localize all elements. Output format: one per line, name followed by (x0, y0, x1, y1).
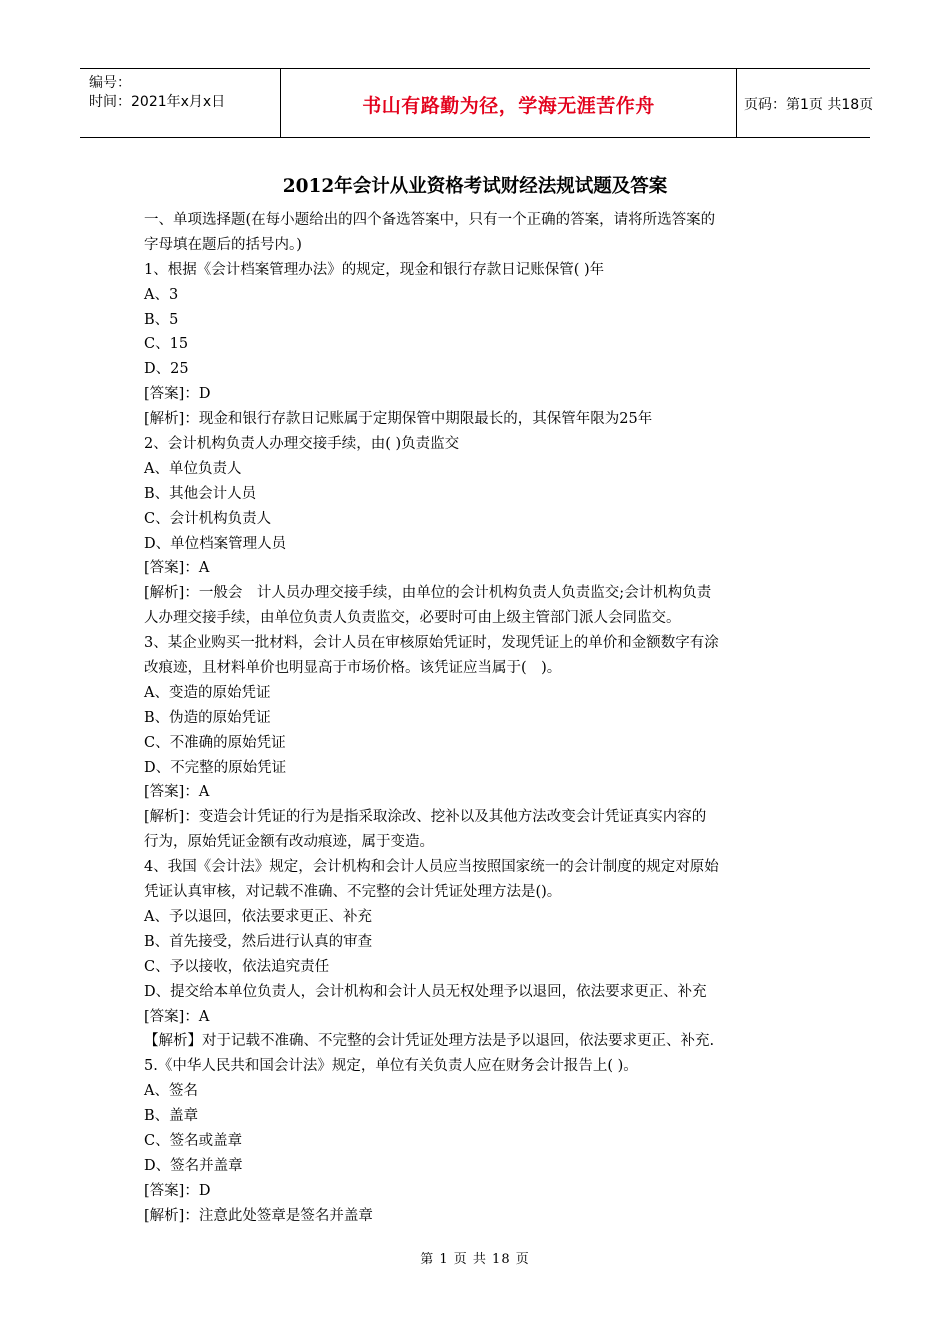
text-line: B、首先接受，然后进行认真的审查 (144, 933, 373, 950)
text-line: B、盖章 (144, 1108, 199, 1125)
document-number-label: 编号： (89, 75, 131, 91)
text-line: D、不完整的原始凭证 (144, 759, 287, 776)
text-line: B、伪造的原始凭证 (144, 709, 271, 726)
text-line: [解析]：注意此处签章是签名并盖章 (144, 1207, 373, 1224)
text-line: C、予以接收，依法追究责任 (144, 958, 330, 975)
text-line: [答案]：D (144, 1182, 211, 1199)
document-title: 2012年会计从业资格考试财经法规试题及答案 (282, 176, 668, 197)
text-line: 【解析】对于记载不准确、不完整的会计凭证处理方法是予以退回，依法要求更正、补充. (144, 1033, 715, 1050)
header-meta-cell (80, 69, 280, 137)
text-line: 人办理交接手续，由单位负责人负责监交，必要时可由上级主管部门派人会同监交。 (144, 610, 681, 627)
text-line: A、单位负责人 (144, 460, 242, 477)
text-line: 一、单项选择题(在每小题给出的四个备选答案中，只有一个正确的答案，请将所选答案的 (144, 212, 716, 228)
text-line: A、3 (144, 286, 179, 303)
text-line: C、签名或盖章 (144, 1132, 243, 1149)
text-line: 改痕迹，且材料单价也明显高于市场价格。该凭证应当属于( )。 (144, 660, 562, 677)
text-line: B、5 (144, 311, 179, 328)
text-line: A、签名 (144, 1083, 198, 1100)
text-line: B、其他会计人员 (144, 485, 257, 502)
text-line: [答案]：D (144, 386, 211, 403)
header-motto-cell (280, 69, 737, 137)
text-line: D、提交给本单位负责人，会计机构和会计人员无权处理予以退回，依法要求更正、补充 (144, 983, 707, 1000)
header-page-info: 页码：第1页 共18页 (744, 97, 874, 113)
page-header (80, 68, 874, 138)
text-line: C、15 (144, 336, 189, 353)
text-line: 字母填在题后的括号内。) (144, 236, 302, 253)
text-line: A、予以退回，依法要求更正、补充 (144, 908, 372, 925)
text-line: D、25 (144, 361, 189, 378)
document-body (144, 208, 812, 1229)
text-line: 4、我国《会计法》规定，会计机构和会计人员应当按照国家统一的会计制度的规定对原始 (144, 859, 719, 876)
text-line: 1、根据《会计档案管理办法》的规定，现金和银行存款日记账保管( )年 (144, 261, 605, 278)
text-line: [答案]：A (144, 784, 210, 801)
header-page-cell (736, 69, 874, 137)
text-line: [答案]：A (144, 560, 210, 577)
text-line: 3、某企业购买一批材料，会计人员在审核原始凭证时，发现凭证上的单价和金额数字有涂 (144, 635, 719, 652)
text-line: A、变造的原始凭证 (144, 684, 271, 701)
document-time-label: 时间：2021年x月x日 (89, 94, 226, 110)
text-line: [解析]：现金和银行存款日记账属于定期保管中期限最长的，其保管年限为25年 (144, 411, 653, 428)
text-line: D、单位档案管理人员 (144, 535, 287, 552)
text-line: D、签名并盖章 (144, 1157, 243, 1174)
text-line: 凭证认真审核，对记载不准确、不完整的会计凭证处理方法是()。 (144, 884, 562, 901)
text-line: [解析]：变造会计凭证的行为是指采取涂改、挖补以及其他方法改变会计凭证真实内容的 (144, 809, 707, 826)
page-footer: 第 1 页 共 18 页 (420, 1252, 530, 1267)
text-line: C、不准确的原始凭证 (144, 734, 286, 751)
text-line: 5.《中华人民共和国会计法》规定，单位有关负责人应在财务会计报告上( )。 (144, 1058, 638, 1075)
text-line: C、会计机构负责人 (144, 510, 272, 527)
text-line: [解析]：一般会 计人员办理交接手续，由单位的会计机构负责人负责监交;会计机构负责 (144, 585, 712, 602)
text-line: 2、会计机构负责人办理交接手续，由( )负责监交 (144, 436, 460, 453)
text-line: [答案]：A (144, 1008, 210, 1025)
header-motto: 书山有路勤为径，学海无涯苦作舟 (362, 95, 655, 117)
text-line: 行为，原始凭证金额有改动痕迹，属于变造。 (144, 834, 434, 851)
